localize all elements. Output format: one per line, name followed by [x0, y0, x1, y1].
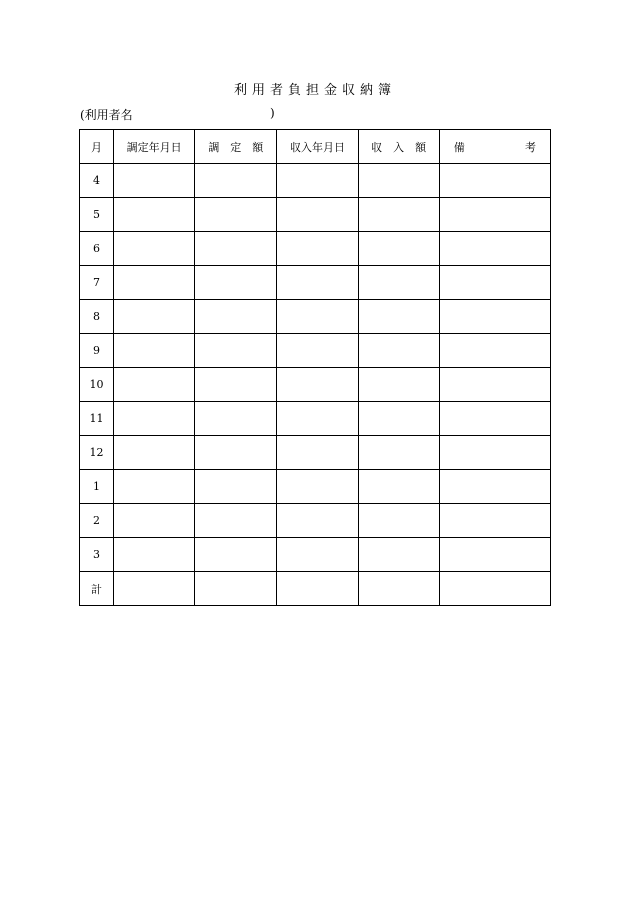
- user-name-close-paren: ): [270, 106, 275, 120]
- receipt-date-cell[interactable]: [277, 402, 358, 436]
- assess-amount-cell[interactable]: [195, 402, 277, 436]
- assess-amount-cell[interactable]: [195, 266, 277, 300]
- note-cell[interactable]: [439, 470, 550, 504]
- note-cell[interactable]: [439, 368, 550, 402]
- header-note-right: 考: [525, 140, 536, 154]
- assess-date-cell[interactable]: [114, 334, 195, 368]
- table-row: [80, 164, 551, 198]
- receipt-amount-cell[interactable]: [358, 198, 439, 232]
- month-cell: 7: [80, 266, 114, 300]
- table-row: [80, 334, 551, 368]
- receipt-date-cell[interactable]: [277, 504, 358, 538]
- assess-amount-cell[interactable]: [195, 300, 277, 334]
- month-cell: 6: [80, 232, 114, 266]
- assess-date-cell[interactable]: [114, 368, 195, 402]
- table-row: [80, 300, 551, 334]
- receipt-date-cell[interactable]: [277, 266, 358, 300]
- note-cell[interactable]: [439, 300, 550, 334]
- receipt-amount-cell[interactable]: [358, 266, 439, 300]
- assess-amount-cell[interactable]: [195, 538, 277, 572]
- receipt-date-cell[interactable]: [277, 334, 358, 368]
- note-cell[interactable]: [439, 334, 550, 368]
- assess-amount-cell[interactable]: [195, 368, 277, 402]
- note-cell[interactable]: [439, 538, 550, 572]
- receipt-date-cell[interactable]: [277, 368, 358, 402]
- month-cell: 計: [80, 572, 114, 606]
- assess-date-cell[interactable]: [114, 266, 195, 300]
- month-cell: 10: [80, 368, 114, 402]
- receipt-amount-cell[interactable]: [358, 504, 439, 538]
- receipt-date-cell[interactable]: [277, 538, 358, 572]
- receipt-amount-cell[interactable]: [358, 402, 439, 436]
- table-row: [80, 198, 551, 232]
- note-cell[interactable]: [439, 436, 550, 470]
- receipt-amount-cell[interactable]: [358, 334, 439, 368]
- month-cell: 1: [80, 470, 114, 504]
- receipt-amount-cell[interactable]: [358, 232, 439, 266]
- assess-date-cell[interactable]: [114, 300, 195, 334]
- month-cell: 5: [80, 198, 114, 232]
- note-cell[interactable]: [439, 402, 550, 436]
- month-cell: 9: [80, 334, 114, 368]
- header-assess-date: 調定年月日: [114, 130, 195, 164]
- receipt-amount-cell[interactable]: [358, 572, 439, 606]
- note-cell[interactable]: [439, 504, 550, 538]
- month-cell: 12: [80, 436, 114, 470]
- note-cell[interactable]: [439, 266, 550, 300]
- user-name-line: [80, 106, 280, 122]
- assess-date-cell[interactable]: [114, 504, 195, 538]
- receipt-date-cell[interactable]: [277, 436, 358, 470]
- receipt-amount-cell[interactable]: [358, 164, 439, 198]
- receipt-date-cell[interactable]: [277, 232, 358, 266]
- assess-date-cell[interactable]: [114, 436, 195, 470]
- user-name-label: (利用者名: [80, 108, 133, 122]
- month-cell: 2: [80, 504, 114, 538]
- receipt-date-cell[interactable]: [277, 198, 358, 232]
- table-row: [80, 538, 551, 572]
- table-row: [80, 232, 551, 266]
- header-note: [439, 130, 550, 164]
- note-cell[interactable]: [439, 198, 550, 232]
- assess-date-cell[interactable]: [114, 402, 195, 436]
- header-receipt-date: 収入年月日: [277, 130, 358, 164]
- header-note-left: 備: [453, 140, 465, 154]
- ledger-table: [79, 129, 551, 606]
- header-row: [80, 130, 551, 164]
- assess-amount-cell[interactable]: [195, 504, 277, 538]
- table-row: [80, 402, 551, 436]
- note-cell[interactable]: [439, 232, 550, 266]
- receipt-date-cell[interactable]: [277, 572, 358, 606]
- receipt-date-cell[interactable]: [277, 300, 358, 334]
- receipt-amount-cell[interactable]: [358, 368, 439, 402]
- assess-amount-cell[interactable]: [195, 198, 277, 232]
- assess-date-cell[interactable]: [114, 470, 195, 504]
- table-row: [80, 368, 551, 402]
- document-title: 利用者負担金収納簿: [233, 83, 396, 98]
- assess-date-cell[interactable]: [114, 232, 195, 266]
- note-cell[interactable]: [439, 164, 550, 198]
- table-row: [80, 504, 551, 538]
- assess-amount-cell[interactable]: [195, 334, 277, 368]
- table-row: [80, 266, 551, 300]
- assess-date-cell[interactable]: [114, 538, 195, 572]
- month-cell: 11: [80, 402, 114, 436]
- month-cell: 3: [80, 538, 114, 572]
- note-cell[interactable]: [439, 572, 550, 606]
- receipt-amount-cell[interactable]: [358, 300, 439, 334]
- receipt-amount-cell[interactable]: [358, 470, 439, 504]
- table-row: [80, 436, 551, 470]
- receipt-date-cell[interactable]: [277, 470, 358, 504]
- table-row: [80, 470, 551, 504]
- header-receipt-amount: 収 入 額: [358, 130, 439, 164]
- assess-date-cell[interactable]: [114, 198, 195, 232]
- header-month: 月: [80, 130, 114, 164]
- receipt-amount-cell[interactable]: [358, 538, 439, 572]
- assess-amount-cell[interactable]: [195, 470, 277, 504]
- assess-date-cell[interactable]: [114, 572, 195, 606]
- header-assess-amount: 調 定 額: [195, 130, 277, 164]
- assess-amount-cell[interactable]: [195, 164, 277, 198]
- assess-amount-cell[interactable]: [195, 436, 277, 470]
- receipt-date-cell[interactable]: [277, 164, 358, 198]
- assess-amount-cell[interactable]: [195, 572, 277, 606]
- month-cell: 4: [80, 164, 114, 198]
- table-row: [80, 572, 551, 606]
- assess-date-cell[interactable]: [114, 164, 195, 198]
- month-cell: 8: [80, 300, 114, 334]
- assess-amount-cell[interactable]: [195, 232, 277, 266]
- receipt-amount-cell[interactable]: [358, 436, 439, 470]
